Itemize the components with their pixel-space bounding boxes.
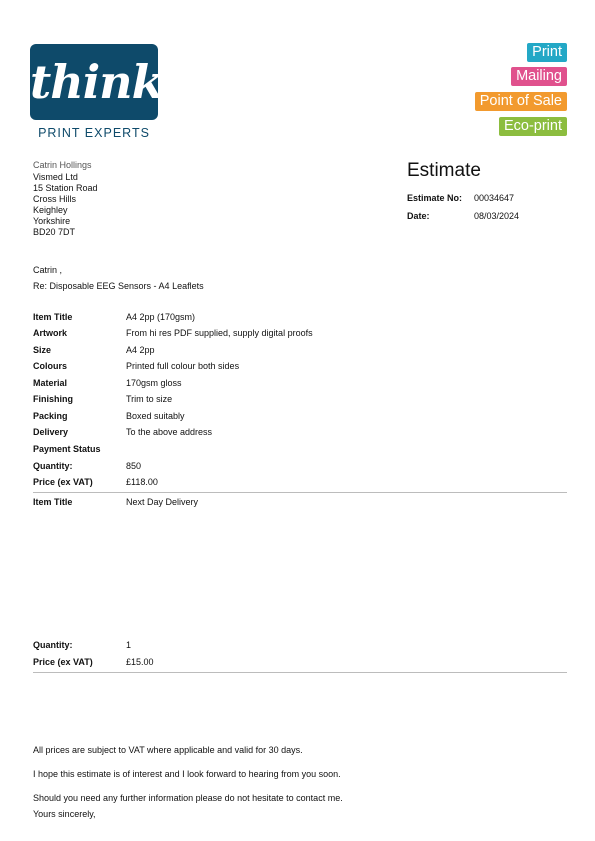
sign-off: Yours sincerely,	[33, 809, 96, 819]
spec-label: Price (ex VAT)	[33, 477, 93, 487]
service-tag-point-of-sale: Point of Sale	[475, 92, 567, 111]
footer-line: Should you need any further information please do not hesitate to contact me.	[33, 793, 343, 803]
spec-label: Quantity:	[33, 461, 73, 471]
spec-value: 170gsm gloss	[126, 378, 182, 388]
section-divider	[33, 492, 567, 493]
spec-value: 850	[126, 461, 142, 471]
service-tag-mailing: Mailing	[511, 67, 567, 86]
footer-line: I hope this estimate is of interest and I look forward to hearing from you soon.	[33, 769, 341, 779]
spec-label: Colours	[33, 361, 68, 371]
spec-label: Size	[33, 345, 52, 355]
spec-label: Item Title	[33, 497, 73, 507]
spec-label: Item Title	[33, 312, 73, 322]
spec-value: A4 2pp (170gsm)	[126, 312, 196, 322]
estimate-number-label: Estimate No:	[407, 193, 463, 203]
address-line: Yorkshire	[33, 216, 71, 226]
section-divider	[33, 672, 567, 673]
recipient-address	[33, 160, 98, 238]
address-line: 15 Station Road	[33, 183, 98, 193]
address-line: BD20 7DT	[33, 227, 76, 237]
footer-line: All prices are subject to VAT where applicable and valid for 30 days.	[33, 745, 303, 755]
spec-value: Trim to size	[126, 394, 173, 404]
estimate-title: Estimate	[407, 160, 481, 181]
address-line: Keighley	[33, 205, 68, 215]
address-line: Vismed Ltd	[33, 172, 78, 182]
spec-value: Printed full colour both sides	[126, 361, 240, 371]
spec-label: Finishing	[33, 394, 73, 404]
logo-tagline: PRINT EXPERTS	[38, 126, 150, 140]
greeting: Catrin ,	[33, 265, 63, 275]
spec-value: Boxed suitably	[126, 411, 185, 421]
estimate-date-value: 08/03/2024	[474, 211, 520, 221]
spec-label: Quantity:	[33, 640, 73, 650]
spec-label: Delivery	[33, 427, 69, 437]
spec-value: Next Day Delivery	[126, 497, 199, 507]
estimate-number	[407, 193, 514, 203]
spec-label: Material	[33, 378, 68, 388]
spec-value: To the above address	[126, 427, 213, 437]
spec-value: From hi res PDF supplied, supply digital proofs	[126, 328, 313, 338]
estimate-date-label: Date:	[407, 211, 430, 221]
spec-label: Price (ex VAT)	[33, 657, 93, 667]
subject-line: Re: Disposable EEG Sensors - A4 Leaflets	[33, 281, 204, 291]
spec-label: Payment Status	[33, 444, 101, 454]
estimate-date	[407, 211, 519, 221]
spec-value: 1	[126, 640, 132, 650]
address-line: Cross Hills	[33, 194, 77, 204]
estimate-number-value: 00034647	[474, 193, 515, 203]
spec-label: Artwork	[33, 328, 68, 338]
spec-label: Packing	[33, 411, 68, 421]
logo-wordmark: think	[30, 55, 163, 109]
service-tag-print: Print	[527, 43, 567, 62]
spec-value: £118.00	[126, 477, 158, 487]
spec-value: £15.00	[126, 657, 154, 667]
spec-value: A4 2pp	[126, 345, 155, 355]
contact-name: Catrin Hollings	[33, 160, 92, 170]
service-tag-eco-print: Eco-print	[499, 117, 567, 136]
